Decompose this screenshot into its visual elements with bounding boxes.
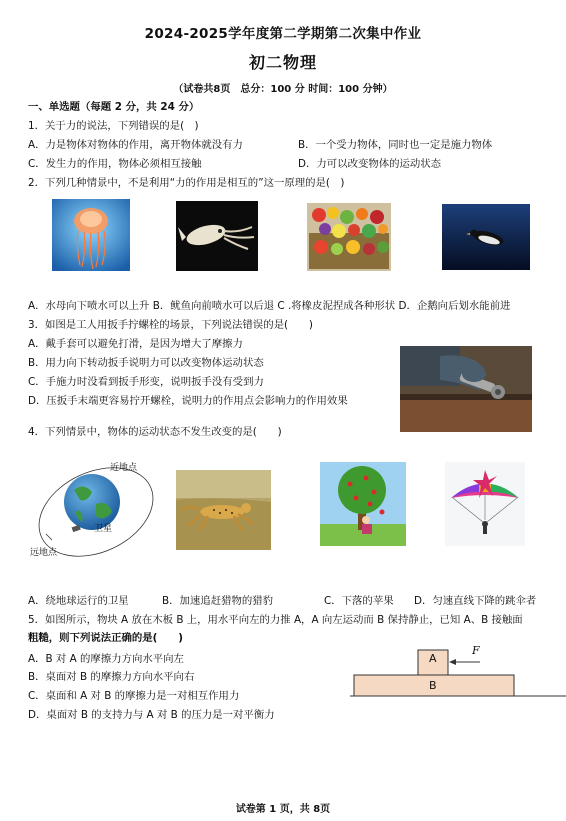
q3-option-a: A．戴手套可以避免打滑，是因为增大了摩擦力 xyxy=(28,338,243,350)
q2-options: A．水母向下喷水可以上升 B．鱿鱼向前喷水可以后退 C .将橡皮泥捏成各种形状 D．企鹅向后划水能前进 xyxy=(28,300,511,312)
q3-stem: 3．如图是工人用扳手拧螺栓的场景，下列说法错误的是( ) xyxy=(28,319,313,331)
apple-tree-image xyxy=(320,462,406,546)
q3-option-b: B．用力向下转动扳手说明力可以改变物体运动状态 xyxy=(28,357,264,369)
cheetah-image xyxy=(176,470,271,550)
q2-stem: 2．下列几种情景中，不是利用“力的作用是相互的”这一原理的是( ) xyxy=(28,177,345,189)
q4-stem: 4．下列情景中，物体的运动状态不发生改变的是( ) xyxy=(28,426,282,438)
q3-option-d: D．压扳手末端更容易拧开螺栓，说明力的作用点会影响力的作用效果 xyxy=(28,395,348,407)
squid-image xyxy=(176,201,258,271)
subject-title: 初二物理 xyxy=(248,53,317,72)
q5-option-d: D．桌面对 B 的支持力与 A 对 B 的压力是一对平衡力 xyxy=(28,709,275,721)
q1-option-b: B．一个受力物体，同时也一定是施力物体 xyxy=(298,139,493,151)
far-point-label: 远地点 xyxy=(30,548,58,558)
wrench-worker-image xyxy=(400,346,532,432)
paper-title: 2024-2025学年度第二学期第二次集中作业 xyxy=(144,26,422,42)
q5-option-a: A．B 对 A 的摩擦力方向水平向左 xyxy=(28,653,184,665)
block-b-label: B xyxy=(429,679,437,692)
jellyfish-image xyxy=(52,199,130,271)
q4-option-b: B．加速追赶猎物的猎豹 xyxy=(162,595,274,607)
q5-stem-line2: 粗糙，则下列说法正确的是( ) xyxy=(28,632,183,644)
clay-fruit-image xyxy=(307,203,391,271)
q3-option-c: C．手施力时没看到扳手形变，说明扳手没有受到力 xyxy=(28,376,264,388)
q5-option-c: C．桌面和 A 对 B 的摩擦力是一对相互作用力 xyxy=(28,690,240,702)
section-heading: 一、单选题（每题 2 分，共 24 分） xyxy=(28,101,200,113)
near-point-label: 近地点 xyxy=(110,463,138,473)
block-a-label: A xyxy=(429,652,437,665)
q1-stem: 1．关于力的说法，下列错误的是( ) xyxy=(28,120,199,132)
q4-option-c: C．下落的苹果 xyxy=(324,595,394,607)
q5-option-b: B．桌面对 B 的摩擦力方向水平向右 xyxy=(28,671,195,683)
q4-option-a: A．绕地球运行的卫星 xyxy=(28,595,129,607)
page-footer: 试卷第 1 页，共 8页 xyxy=(235,804,331,815)
q1-option-c: C．发生力的作用，物体必须相互接触 xyxy=(28,158,202,170)
q1-option-a: A．力是物体对物体的作用，离开物体就没有力 xyxy=(28,139,243,151)
q4-option-d: D．匀速直线下降的跳伞者 xyxy=(414,595,537,607)
force-f-label: F xyxy=(472,644,480,657)
parachute-image xyxy=(445,462,525,546)
q1-option-d: D．力可以改变物体的运动状态 xyxy=(298,158,442,170)
satellite-label: 卫星 xyxy=(94,524,113,534)
block-force-diagram xyxy=(350,645,566,701)
penguin-image xyxy=(442,204,530,270)
paper-info: （试卷共8页 总分：100 分 时间：100 分钟） xyxy=(173,84,393,95)
q5-stem-line1: 5．如图所示，物块 A 放在木板 B 上，用水平向左的力推 A，A 向左运动而 B 保持静止，已知 A、B 接触面 xyxy=(28,614,523,626)
